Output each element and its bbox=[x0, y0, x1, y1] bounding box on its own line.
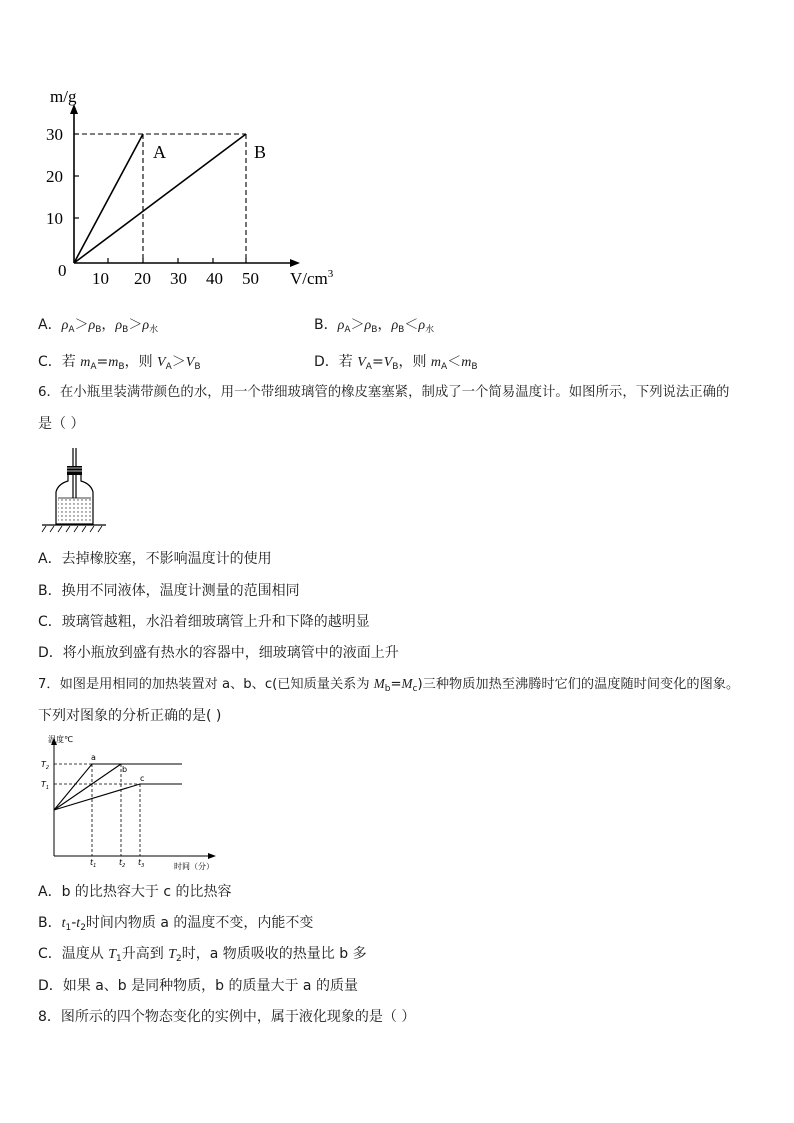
q6-option-c: C．玻璃管越粗，水沿着细玻璃管上升和下降的越明显 bbox=[38, 614, 370, 630]
q7-stem-line2: 下列对图象的分析正确的是( ) bbox=[38, 708, 222, 724]
q7-option-b: B．$t_1-t_2$时间内物质 a 的温度不变，内能不变 bbox=[38, 915, 314, 933]
line-a bbox=[74, 134, 143, 263]
x-axis-label: 时间（分） bbox=[174, 862, 214, 871]
t3-x-label: $t_3$ bbox=[138, 858, 145, 869]
y-tick-10: 10 bbox=[46, 209, 63, 228]
line-b-label: B bbox=[254, 142, 267, 162]
q5-option-a: A．$\rho_A>\rho_B$，$\rho_B>\rho_水$ bbox=[38, 317, 159, 335]
x-tick-10: 10 bbox=[92, 269, 109, 288]
y-axis-label: m/g bbox=[50, 87, 77, 106]
q5-option-c: C．若 $m_A=m_B$，则 $V_A>V_B$ bbox=[38, 354, 201, 372]
q8-stem: 8．图所示的四个物态变化的实例中，属于液化现象的是（ ） bbox=[38, 1009, 416, 1025]
q5-option-d: D．若 $V_A=V_B$，则 $m_A<m_B$ bbox=[314, 354, 478, 372]
q6-option-a: A．去掉橡胶塞，不影响温度计的使用 bbox=[38, 551, 272, 567]
x-axis-arrow bbox=[290, 259, 300, 267]
mass-volume-graph bbox=[30, 80, 350, 290]
q7-option-c: C．温度从 $T_1$升高到 $T_2$时，a 物质吸收的热量比 b 多 bbox=[38, 946, 367, 964]
curve-c-label: c bbox=[140, 774, 145, 783]
t2-y-label: $T_2$ bbox=[41, 760, 50, 771]
temperature-time-graph bbox=[36, 732, 216, 872]
bottle-thermometer-figure bbox=[40, 446, 110, 536]
y-tick-30: 30 bbox=[46, 125, 63, 144]
curve-a-label: a bbox=[91, 753, 96, 762]
x-tick-40: 40 bbox=[206, 269, 223, 288]
t1-x-label: $t_1$ bbox=[90, 858, 97, 869]
x-tick-30: 30 bbox=[170, 269, 187, 288]
x-axis-label: $V/cm^3$ bbox=[290, 268, 334, 288]
y-tick-20: 20 bbox=[46, 167, 63, 186]
q6-option-b: B．换用不同液体，温度计测量的范围相同 bbox=[38, 583, 300, 599]
x-tick-50: 50 bbox=[242, 269, 259, 288]
y-axis-label: 温度℃ bbox=[48, 735, 73, 744]
q6-stem-line1: 6．在小瓶里装满带颜色的水，用一个带细玻璃管的橡皮塞塞紧，制成了一个简易温度计。如图所示，下列说法正确的 bbox=[38, 385, 730, 400]
q7-option-d: D．如果 a、b 是同种物质，b 的质量大于 a 的质量 bbox=[38, 978, 358, 994]
curve-b-label: b bbox=[122, 765, 128, 774]
q6-stem-line2: 是（ ） bbox=[38, 416, 85, 432]
t2-x-label: $t_2$ bbox=[119, 858, 126, 869]
q5-option-b: B．$\rho_A>\rho_B$，$\rho_B<\rho_水$ bbox=[314, 317, 435, 335]
line-a-label: A bbox=[153, 142, 166, 162]
q6-option-d: D．将小瓶放到盛有热水的容器中，细玻璃管中的液面上升 bbox=[38, 645, 399, 661]
origin-label: 0 bbox=[58, 261, 67, 280]
x-tick-20: 20 bbox=[134, 269, 151, 288]
curve-a bbox=[54, 764, 182, 810]
q7-option-a: A．b 的比热容大于 c 的比热容 bbox=[38, 884, 232, 900]
curve-b bbox=[54, 764, 121, 810]
t1-y-label: $T_1$ bbox=[41, 780, 50, 791]
q7-stem-line1: 7．如图是用相同的加热装置对 a、b、c(已知质量关系为 $M_b=M_c$)三种物质加热至沸腾时它们的温度随时间变化的图象。 bbox=[38, 676, 740, 694]
